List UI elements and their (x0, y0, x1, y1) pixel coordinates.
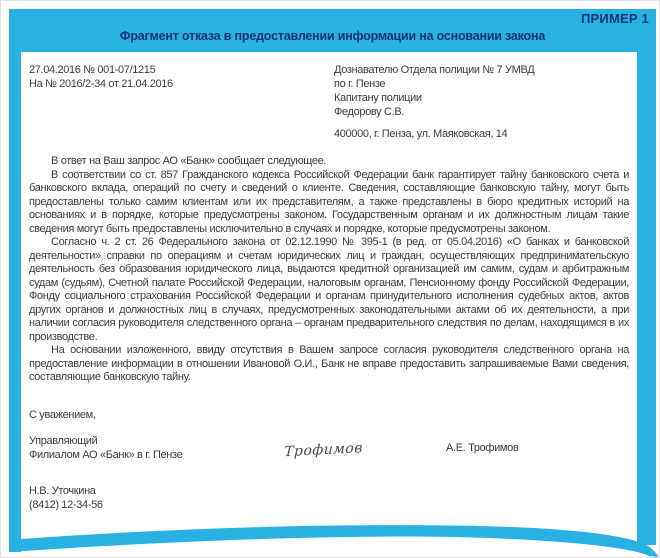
addressee-line: Федорову С.В. (334, 106, 405, 118)
paragraph-1: В ответ на Ваш запрос АО «Банк» сообщает следующее. (51, 155, 327, 167)
paragraph-3: Согласно ч. 2 ст. 26 Федерального закона от 02.12.1990 № 395-1 (в ред. от 05.04.2016) «О банках и банковской деятельности» справки по операциям и счетам юридических лиц и граждан, осуществляющих предпринимательскую деятельность без образования юридического лица, выдаются кредитной организацией им самим, судам и арбитражным судам (судьям), Счетной палате Российской Федерации, налоговым органам, Пенсионному фонду Российской Федерации, Фонду социального страхования Российской Федерации и органам принудительного исполнения судебных актов, актов других органов и должностных лиц в случаях, предусмотренных законодательными актами об их деятельности, а при наличии согласия руководителя следственного органа – органам предварительного следствия по делам, находящимся в их производстве. (29, 236, 629, 343)
addressee-line: по г. Пензе (334, 78, 386, 90)
paragraphs (29, 155, 629, 385)
addressee-line: Дознавателю Отдела полиции № 7 УМВД (334, 64, 535, 76)
right-stripe (637, 9, 656, 545)
addressee-block (334, 63, 534, 141)
addressee-line: Капитану полиции (334, 92, 422, 104)
date-number: 27.04.2016 № 001-07/1215 (29, 64, 156, 76)
reply-reference: На № 2016/2-34 от 21.04.2016 (29, 78, 173, 90)
executor-block (29, 484, 629, 512)
signature-row (29, 434, 629, 462)
signer-position-line: Управляющий (29, 435, 98, 447)
handwritten-signature: Трофимов (283, 440, 364, 461)
executor-phone: (8412) 12-34-56 (29, 499, 103, 511)
reference-block (29, 63, 334, 141)
signer-name: А.Е. Трофимов (446, 442, 519, 454)
example-badge: ПРИМЕР 1 (581, 11, 649, 26)
paragraph-2: В соответствии со ст. 857 Гражданского кодекса Российской Федерации банк гарантирует тайну банковского счета и банковского вклада, операций по счету и сведений о клиенте. Сведения, составляющие банковскую тайну, могут быть предоставлены только самим клиентам или их представителям, а также представлены в бюро кредитных историй на основаниях и в порядке, которые предусмотрены законом. Государственным органам и их должностным лицам такие сведения могут быть предоставлены исключительно в случаях и порядке, которые предусмотрены законом. (29, 168, 629, 235)
bottom-swoosh (9, 525, 659, 557)
addressee-address: 400000, г. Пенза, ул. Маяковская, 14 (334, 128, 508, 140)
letter-body (29, 59, 629, 512)
paragraph-4: На основании изложенного, ввиду отсутствия в Вашем запросе согласия руководителя следственного органа на предоставление информации в отношении Ивановой О.И., Банк не вправе предоставить запрашиваемые Вами сведения, составляющие банковскую тайну. (29, 344, 629, 383)
signer-position-line: Филиалом АО «Банк» в г. Пензе (29, 449, 183, 461)
signer-position (29, 434, 284, 462)
executor-name: Н.В. Уточкина (29, 485, 96, 497)
left-stripe (9, 9, 21, 552)
document-title: Фрагмент отказа в предоставлении информации на основании закона (119, 29, 546, 43)
letter-header-row (29, 63, 629, 141)
closing-salutation: С уважением, (29, 408, 96, 421)
